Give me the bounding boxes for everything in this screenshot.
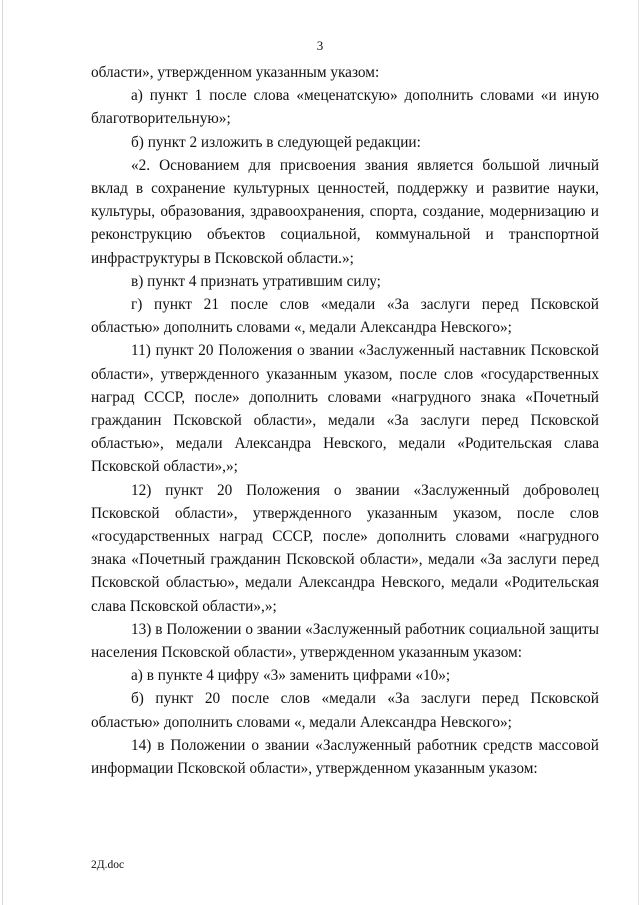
paragraph-item-12: 12) пункт 20 Положения о звании «Заслуженный доброволец Псковской области», утвержденного указанным указом, после слов «государственных наград СССР, после» дополнить словами «нагрудного знака «Почетный гражданин Псковской области», медали «За заслуги перед Псковской областью», медали Александра Невского, медали «Родительская слава Псковской области»,»; [91,481,599,615]
paragraph-item-b-1: б) пункт 2 изложить в следующей редакции: [131,133,421,151]
paragraph-item-b-2: б) пункт 20 после слов «медали «За заслуги перед Псковской областью» дополнить словами «, медали Александра Невского»; [91,690,599,731]
paragraph-quoted-clause: «2. Основанием для присвоения звания является большой личный вклад в сохранение культурных ценностей, поддержку и развитие науки, культуры, образования, здравоохранения, спорта, создание, модернизацию и реконструкцию объектов социальной, коммунальной и транспортной инфраструктуры в Псковской области.»; [91,156,599,267]
paragraph-item-v: в) пункт 4 признать утратившим силу; [131,272,381,290]
page-right-edge [638,0,639,905]
paragraph-item-a-2: а) в пункте 4 цифру «3» заменить цифрами «10»; [131,667,451,685]
page-left-edge [2,0,3,905]
paragraph-item-g: г) пункт 21 после слов «медали «За заслуги перед Псковской областью» дополнить словами «, медали Александра Невского»; [91,296,599,337]
document-body [91,61,599,780]
paragraph-item-11: 11) пункт 20 Положения о звании «Заслуженный наставник Псковской области», утвержденного указанным указом, после слов «государственных наград СССР, после» дополнить словами «нагрудного знака «Почетный гражданин Псковской области», медали «За заслуги перед Псковской областью», медали Александра Невского, медали «Родительская слава Псковской области»,»; [91,342,599,476]
page-number: 3 [316,38,324,53]
paragraph-item-13: 13) в Положении о звании «Заслуженный работник социальной защиты населения Псковской области», утвержденном указанным указом: [91,620,599,662]
paragraph-item-a-1: а) пункт 1 после слова «меценатскую» дополнить словами «и иную благотворительную»; [91,87,599,128]
document-footer: 2Д.doc [91,859,125,871]
paragraph-item-14: 14) в Положении о звании «Заслуженный работник средств массовой информации Псковской области», утвержденном указанным указом: [91,736,599,778]
paragraph-continuation: области», утвержденном указанным указом: [91,64,380,81]
